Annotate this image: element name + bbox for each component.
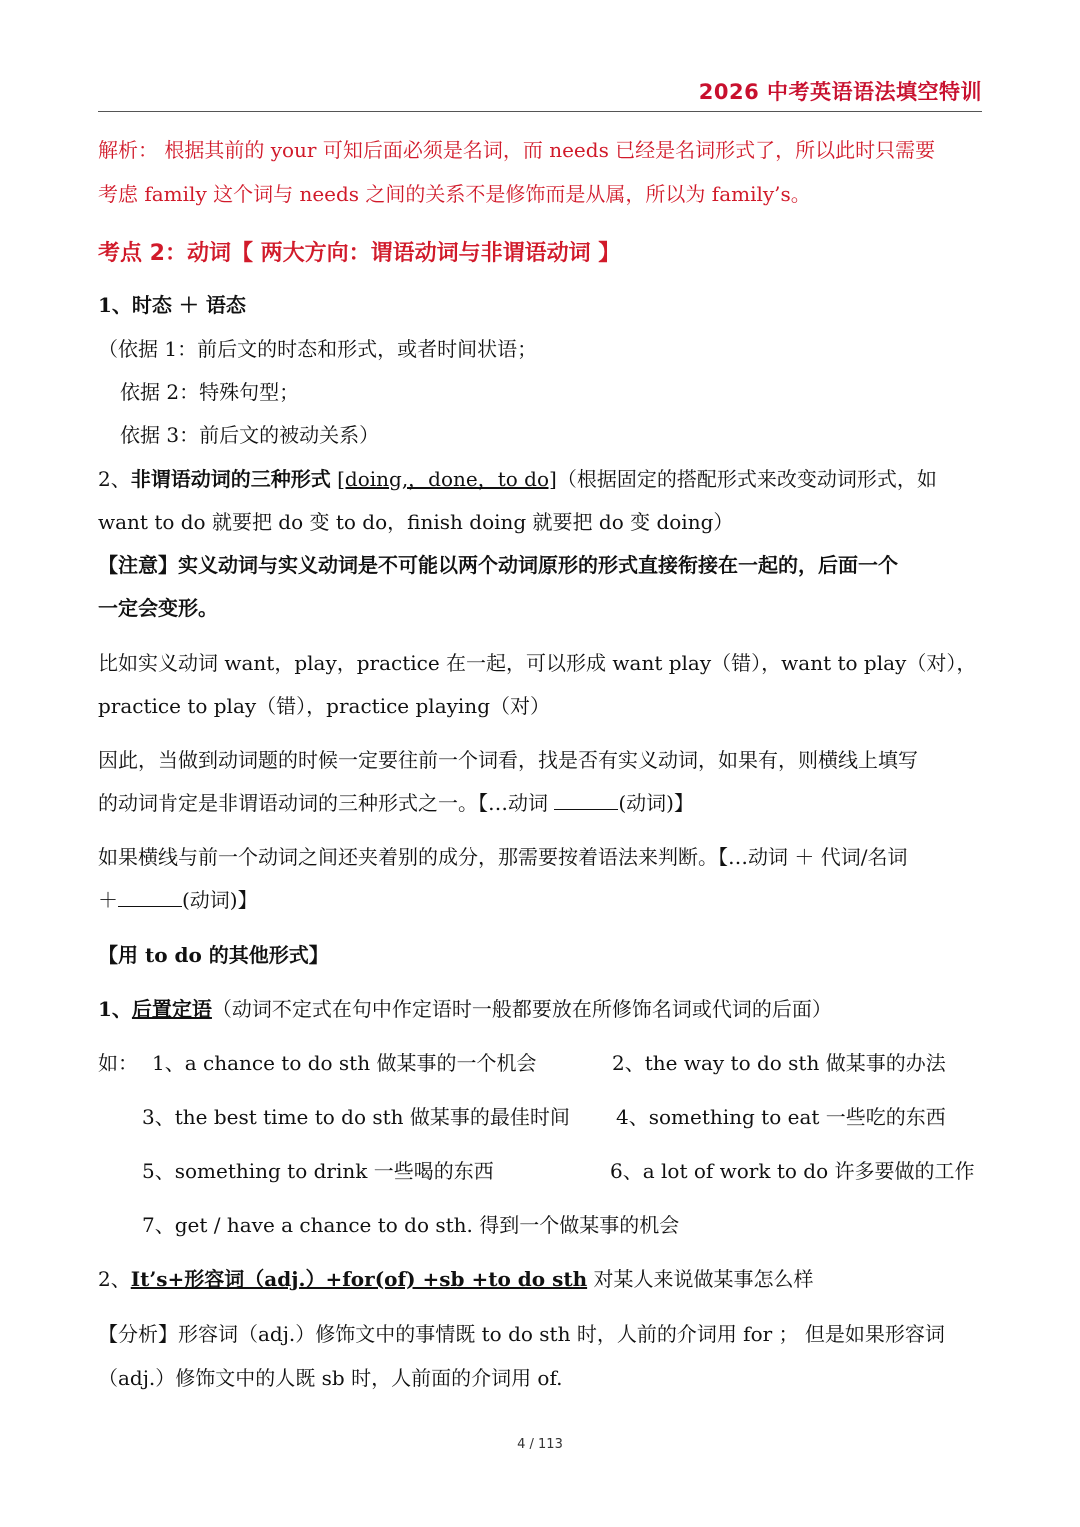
basis-2: 依据 2：特殊句型； — [120, 380, 300, 404]
todo-title: 【用 to do 的其他形式】 — [98, 943, 329, 967]
example-line-2: practice to play（错），practice playing（对） — [98, 694, 550, 718]
analysis2-line-2: （adj.）修饰文中的人既 sb 时，人前面的介词用 of. — [98, 1366, 563, 1390]
postpositive-desc: （动词不定式在句中作定语时一般都要放在所修饰名词或代词的后面） — [211, 997, 832, 1021]
its-pattern-line — [98, 1265, 982, 1293]
if-end: (动词)】 — [182, 888, 258, 912]
example-item: 4、something to eat 一些吃的东西 — [616, 1105, 946, 1129]
example-item: 6、a lot of work to do 许多要做的工作 — [610, 1159, 975, 1183]
note-line-1: 【注意】实义动词与实义动词是不可能以两个动词原形的形式直接衔接在一起的，后面一个 — [98, 553, 898, 577]
therefore-line-1: 因此，当做到动词题的时候一定要往前一个词看，找是否有实义动词，如果有，则横线上填写 — [98, 748, 918, 772]
analysis-line-2: 考虑 family 这个词与 needs 之间的关系不是修饰而是从属，所以为 family’s。 — [98, 182, 811, 206]
examples-label: 如： — [98, 1051, 138, 1075]
item1-title: 1、时态 ＋ 语态 — [98, 293, 246, 317]
example-item: 3、the best time to do sth 做某事的最佳时间 — [142, 1105, 570, 1129]
therefore-text: 的动词肯定是非谓语动词的三种形式之一。【…动词 — [98, 791, 555, 815]
header-title: 2026 中考英语语法填空特训 — [698, 80, 982, 104]
basis-3: 依据 3：前后文的被动关系） — [120, 423, 380, 447]
if-line-2 — [98, 886, 982, 914]
example-item: 7、get / have a chance to do sth. 得到一个做某事的机会 — [142, 1213, 680, 1237]
its-desc: 对某人来说做某事怎么样 — [587, 1267, 814, 1291]
header-rule — [98, 111, 982, 112]
if-plus: ＋ — [98, 888, 118, 912]
its-pattern: It’s+形容词（adj.）+for(of) +sb +to do sth — [130, 1267, 588, 1291]
item2-rest: （根据固定的搭配形式来改变动词形式，如 — [556, 467, 937, 491]
analysis2-line-1: 【分析】形容词（adj.）修饰文中的事情既 to do sth 时，人前的介词用 for ； 但是如果形容词 — [98, 1322, 945, 1346]
item2-number: 2、 — [98, 467, 131, 491]
therefore-line-2 — [98, 789, 982, 817]
section-title: 考点 2：动词【 两大方向：谓语动词与非谓语动词 】 — [98, 241, 621, 266]
example-line-1: 比如实义动词 want，play，practice 在一起，可以形成 want play（错），want to play（对）， — [98, 651, 977, 675]
page-number: 4 / 113 — [517, 1437, 563, 1452]
item2-forms: [doing,，done，to do] — [337, 467, 557, 491]
example-item: 5、something to drink 一些喝的东西 — [142, 1159, 494, 1183]
therefore-end: (动词)】 — [618, 791, 694, 815]
item2-line-2: want to do 就要把 do 变 to do，finish doing 就要把 do 变 doing） — [98, 510, 734, 534]
item2-bold: 非谓语动词的三种形式 — [130, 467, 331, 491]
analysis-line-1: 解析： 根据其前的 your 可知后面必须是名词，而 needs 已经是名词形式了，所以此时只需要 — [98, 138, 936, 162]
postpositive-title: 后置定语 — [131, 997, 212, 1021]
postpositive-line — [98, 995, 982, 1023]
fill-blank — [118, 886, 182, 907]
basis-1: （依据 1：前后文的时态和形式，或者时间状语； — [98, 337, 538, 361]
example-item: 2、the way to do sth 做某事的办法 — [612, 1051, 946, 1075]
postpositive-number: 1、 — [98, 997, 132, 1021]
fill-blank — [554, 789, 618, 810]
note-line-2: 一定会变形。 — [98, 596, 218, 620]
if-line-1: 如果横线与前一个动词之间还夹着别的成分，那需要按着语法来判断。【…动词 ＋ 代词/名词 — [98, 845, 908, 869]
its-number: 2、 — [98, 1267, 131, 1291]
item2-line-1 — [98, 465, 982, 493]
example-item: 1、a chance to do sth 做某事的一个机会 — [152, 1051, 537, 1075]
